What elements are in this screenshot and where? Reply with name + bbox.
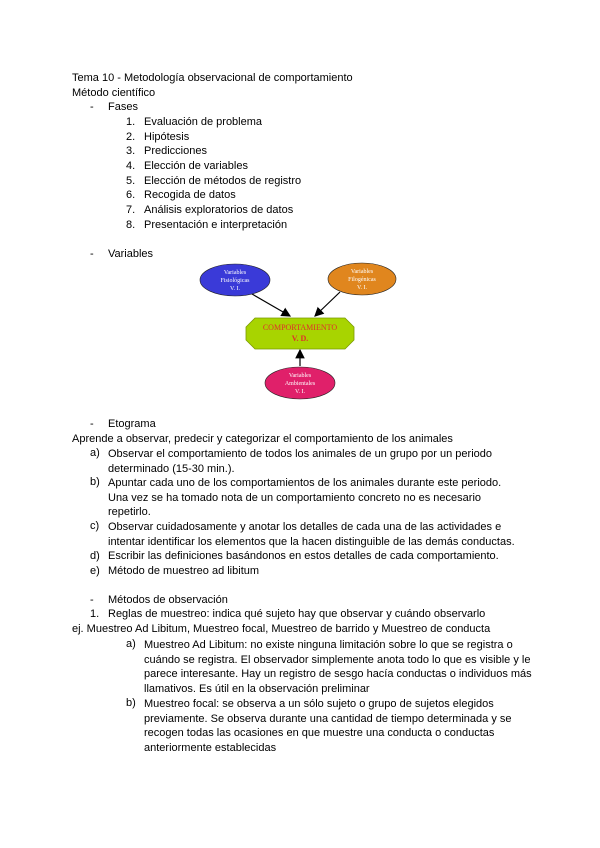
list-item-marker: e) — [90, 565, 100, 577]
etograma-heading: Etograma — [108, 418, 156, 430]
list-item-marker: c) — [90, 520, 100, 532]
list-item-number: 3. — [126, 145, 136, 157]
list-item: Observar cuidadosamente y anotar los detalles de cada una de las actividades e intentar identificar los elementos que la hacen distinguible de las demás conductas. — [108, 521, 515, 548]
bullet-dash: - — [90, 248, 94, 260]
list-item-number: 1. — [126, 116, 136, 128]
node-left-line3: V. I. — [229, 286, 241, 292]
list-item-number: 8. — [126, 219, 136, 231]
node-center-line2: V. D. — [291, 334, 309, 343]
list-item: Muestreo Ad Libitum: no existe ninguna limitación sobre lo que se registra o cuándo se registra. El observador simplemente anota todo lo que es visible y le parece interesante. Hay un registro de sesgo hacía conductas o individuos más llamativos. Es útil en la observación preliminar — [144, 639, 532, 695]
list-item-marker: a) — [126, 638, 136, 650]
page-title: Tema 10 - Metodología observacional de comportamiento — [72, 72, 353, 84]
list-item: Muestreo focal: se observa a un sólo sujeto o grupo de sujetos elegidos previamente. Se observa durante una cantidad de tiempo determinada y se recogen todas las ocasiones en que muestre una conducta o conductas anteriormente establecidas — [144, 698, 512, 754]
variables-diagram — [190, 258, 430, 408]
node-center-line1: COMPORTAMIENTO — [262, 323, 338, 332]
list-item-marker: b) — [90, 476, 100, 488]
node-bottom-line3: V. I. — [294, 389, 306, 395]
list-item-marker: d) — [90, 550, 100, 562]
node-right-line1: Variables — [350, 269, 374, 275]
reglas-text: Reglas de muestreo: indica qué sujeto hay que observar y cuándo observarlo — [108, 608, 486, 620]
list-item: Escribir las definiciones basándonos en estos detalles de cada comportamiento. — [108, 550, 499, 562]
metodos-heading: Métodos de observación — [108, 594, 228, 606]
list-item-number: 6. — [126, 189, 136, 201]
list-item: Apuntar cada uno de los comportamientos de los animales durante este periodo. Una vez se ha tomado nota de un comportamiento concreto no es necesario repetirlo. — [108, 477, 502, 518]
node-right-line2: Filogénicas — [348, 277, 376, 283]
bullet-dash: - — [90, 594, 94, 606]
variables-diagram-svg — [190, 258, 430, 408]
list-item: Análisis exploratorios de datos — [144, 204, 294, 216]
list-item: Elección de métodos de registro — [144, 175, 302, 187]
list-item-number: 1. — [90, 608, 100, 620]
variables-heading: Variables — [108, 248, 154, 260]
list-item: Hipótesis — [144, 131, 190, 143]
list-item-number: 5. — [126, 175, 136, 187]
arrow-right-to-center — [315, 292, 340, 316]
list-item: Método de muestreo ad libitum — [108, 565, 260, 577]
list-item: Predicciones — [144, 145, 207, 157]
list-item: Recogida de datos — [144, 189, 236, 201]
list-item-number: 4. — [126, 160, 136, 172]
bullet-dash: - — [90, 101, 94, 113]
list-item: Presentación e interpretación — [144, 219, 288, 231]
method-heading: Método científico — [72, 87, 156, 99]
list-item-number: 2. — [126, 131, 136, 143]
list-item: Observar el comportamiento de todos los animales de un grupo por un periodo determinado (15-30 min.). — [108, 448, 493, 475]
node-left-line2: Fisiológicas — [220, 278, 250, 284]
etograma-intro: Aprende a observar, predecir y categorizar el comportamiento de los animales — [72, 433, 453, 445]
list-item-marker: a) — [90, 447, 100, 459]
phases-heading: Fases — [108, 101, 138, 113]
node-left-line1: Variables — [223, 270, 247, 276]
node-right-line3: V. I. — [356, 285, 368, 291]
list-item-number: 7. — [126, 204, 136, 216]
node-bottom-line2: Ambientales — [284, 381, 316, 387]
arrow-left-to-center — [252, 294, 290, 316]
list-item-marker: b) — [126, 697, 136, 709]
node-bottom-line1: Variables — [288, 373, 312, 379]
ejemplo-text: ej. Muestreo Ad Libitum, Muestreo focal, Muestreo de barrido y Muestreo de conducta — [72, 623, 491, 635]
list-item: Evaluación de problema — [144, 116, 263, 128]
bullet-dash: - — [90, 418, 94, 430]
list-item: Elección de variables — [144, 160, 248, 172]
